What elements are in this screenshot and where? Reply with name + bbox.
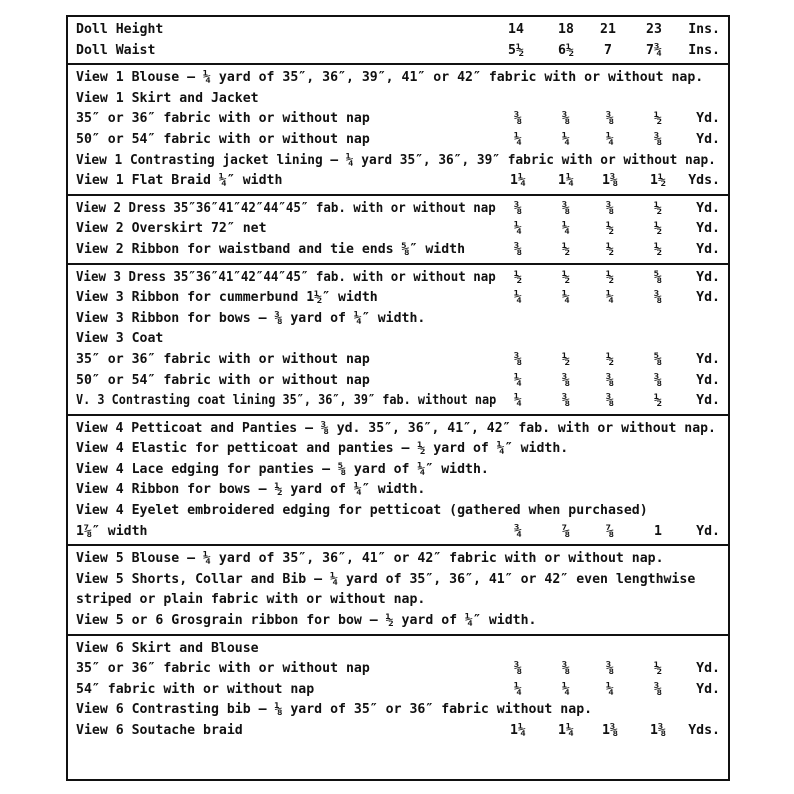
unit-label: Yd.: [696, 290, 720, 306]
row-label: View 2 Dress 35″36″41″42″44″45″ fab. with or without nap: [76, 200, 496, 216]
table-row: [68, 350, 728, 371]
row-label: 35″ or 36″ fabric with or without nap: [76, 111, 370, 127]
row-label: V. 3 Contrasting coat lining 35″, 36″, 39″ fab. without nap: [76, 393, 497, 409]
table-row: [68, 639, 728, 660]
row-label: View 1 Flat Braid ¼″ width: [76, 173, 283, 189]
row-label: View 4 Eyelet embroidered edging for petticoat (gathered when purchased): [76, 503, 648, 519]
size-value: 1: [654, 523, 662, 539]
table-row: [68, 721, 728, 742]
view-section: [68, 196, 728, 265]
size-value: ⅜: [654, 290, 662, 306]
table-row: [68, 288, 728, 309]
unit-label: Yd.: [696, 372, 720, 388]
table-row: [68, 240, 728, 261]
table-row: [68, 199, 728, 220]
row-label: 50″ or 54″ fabric with or without nap: [76, 131, 370, 147]
size-value: ⅜: [514, 241, 522, 257]
size-value: ½: [606, 269, 614, 285]
table-row: [68, 460, 728, 481]
size-value: ½: [606, 241, 614, 257]
row-label: View 4 Elastic for petticoat and panties — ½ yard of ¼″ width.: [76, 441, 569, 457]
table-row: [68, 391, 728, 412]
size-value: ½: [562, 241, 570, 257]
row-label: View 6 Skirt and Blouse: [76, 640, 259, 656]
size-value: ¾: [514, 523, 522, 539]
size-value: ¼: [606, 290, 614, 306]
yardage-chart: [66, 15, 730, 781]
size-value: ¼: [562, 681, 570, 697]
size-value: ⅜: [562, 111, 570, 127]
size-value: ¼: [514, 372, 522, 388]
size-value: ⅜: [606, 372, 614, 388]
table-row: [68, 501, 728, 522]
size-value: ⅝: [654, 351, 662, 367]
header-row: [68, 41, 728, 62]
row-label: 35″ or 36″ fabric with or without nap: [76, 351, 370, 367]
row-label: View 1 Blouse — ¼ yard of 35″, 36″, 39″, 41″ or 42″ fabric with or without nap.: [76, 70, 704, 86]
size-value: ⅜: [514, 351, 522, 367]
size-value: ¼: [562, 290, 570, 306]
unit-label: Yd.: [696, 351, 720, 367]
size-value: ⅜: [562, 393, 570, 409]
table-row: [68, 109, 728, 130]
size-value: ¼: [514, 221, 522, 237]
row-label: 1⅞″ width: [76, 523, 148, 539]
row-label: 35″ or 36″ fabric with or without nap: [76, 661, 370, 677]
size-value: 1¼: [510, 173, 526, 189]
size-value: ½: [654, 200, 662, 216]
table-row: [68, 522, 728, 543]
unit-label: Yd.: [696, 523, 720, 539]
row-label: View 1 Contrasting jacket lining — ¼ yard 35″, 36″, 39″ fabric with or without nap.: [76, 152, 716, 168]
unit-label: Yds.: [688, 723, 720, 738]
size-value: ½: [654, 661, 662, 677]
size-value: 1½: [650, 173, 666, 189]
row-label: 54″ fabric with or without nap: [76, 681, 315, 697]
size-value: ⅜: [562, 372, 570, 388]
unit-label: Yd.: [696, 241, 720, 257]
size-value: ½: [654, 393, 662, 409]
row-label: View 6 Soutache braid: [76, 723, 243, 738]
size-value: ¼: [562, 221, 570, 237]
table-row: [68, 371, 728, 392]
size-value: ⅜: [606, 393, 614, 409]
size-value: 23: [646, 22, 662, 37]
unit-label: Yd.: [696, 200, 720, 216]
size-value: 6½: [558, 42, 574, 58]
table-row: [68, 309, 728, 330]
table-row: [68, 680, 728, 701]
size-value: 7¾: [646, 42, 662, 58]
size-value: 1¼: [558, 173, 574, 189]
row-label: View 3 Ribbon for bows — ⅜ yard of ¼″ width.: [76, 310, 426, 326]
header-row: [68, 20, 728, 41]
unit-label: Yd.: [696, 131, 720, 147]
row-label: View 3 Ribbon for cummerbund 1½″ width: [76, 290, 378, 306]
size-value: ⅜: [654, 372, 662, 388]
unit-label: Yd.: [696, 393, 720, 409]
table-row: [68, 611, 728, 632]
size-value: ⅜: [606, 200, 614, 216]
row-label: striped or plain fabric with or without nap.: [76, 592, 426, 608]
table-row: [68, 439, 728, 460]
doll-size-header: [68, 17, 728, 65]
row-label: Doll Waist: [76, 42, 156, 58]
size-value: ½: [654, 111, 662, 127]
table-row: [68, 590, 728, 611]
size-value: 1¼: [558, 723, 574, 738]
row-label: Doll Height: [76, 22, 164, 37]
table-row: [68, 89, 728, 110]
unit-label: Yd.: [696, 681, 720, 697]
size-value: ⅜: [606, 111, 614, 127]
table-row: [68, 480, 728, 501]
size-value: ¼: [562, 131, 570, 147]
size-value: ½: [562, 351, 570, 367]
size-value: ⅜: [606, 661, 614, 677]
size-value: 21: [600, 22, 616, 37]
table-row: [68, 268, 728, 289]
row-label: View 2 Ribbon for waistband and tie ends ⅝″ width: [76, 241, 466, 257]
size-value: 5½: [508, 42, 524, 58]
size-value: ⅞: [562, 523, 570, 539]
table-row: [68, 659, 728, 680]
row-label: 50″ or 54″ fabric with or without nap: [76, 372, 370, 388]
size-value: ¼: [514, 290, 522, 306]
row-label: View 6 Contrasting bib — ⅛ yard of 35″ or 36″ fabric without nap.: [76, 702, 593, 718]
row-label: View 4 Lace edging for panties — ⅝ yard of ¼″ width.: [76, 461, 489, 477]
row-label: View 5 Shorts, Collar and Bib — ¼ yard of 35″, 36″, 41″ or 42″ even lengthwise: [76, 571, 696, 587]
size-value: ⅜: [514, 111, 522, 127]
row-label: View 2 Overskirt 72″ net: [76, 221, 267, 237]
row-label: View 4 Petticoat and Panties — ⅜ yd. 35″, 36″, 41″, 42″ fab. with or without nap.: [76, 420, 716, 436]
size-value: ½: [562, 269, 570, 285]
table-row: [68, 130, 728, 151]
row-label: View 3 Dress 35″36″41″42″44″45″ fab. with or without nap: [76, 269, 496, 285]
table-row: [68, 68, 728, 89]
size-value: ½: [606, 351, 614, 367]
row-label: View 4 Ribbon for bows — ½ yard of ¼″ width.: [76, 482, 426, 498]
table-row: [68, 151, 728, 172]
unit-label: Yd.: [696, 269, 720, 285]
row-label: View 5 Blouse — ¼ yard of 35″, 36″, 41″ or 42″ fabric with or without nap.: [76, 551, 664, 567]
size-value: 1⅜: [602, 723, 618, 738]
view-section: [68, 546, 728, 635]
size-value: 1¼: [510, 723, 526, 738]
size-value: ½: [654, 221, 662, 237]
size-value: ½: [606, 221, 614, 237]
size-value: ⅜: [562, 200, 570, 216]
unit-label: Yd.: [696, 221, 720, 237]
size-value: ¼: [514, 393, 522, 409]
row-label: View 5 or 6 Grosgrain ribbon for bow — ½ yard of ¼″ width.: [76, 613, 537, 629]
size-value: ¼: [514, 681, 522, 697]
table-row: [68, 171, 728, 192]
size-value: ½: [654, 241, 662, 257]
view-section: [68, 65, 728, 196]
view-section: [68, 265, 728, 416]
size-value: ⅜: [562, 661, 570, 677]
view-section: [68, 636, 728, 744]
size-value: ⅝: [654, 269, 662, 285]
unit-label: Yd.: [696, 111, 720, 127]
table-row: [68, 700, 728, 721]
row-label: View 1 Skirt and Jacket: [76, 90, 259, 106]
size-value: 14: [508, 22, 524, 37]
unit-label: Yds.: [688, 173, 720, 189]
size-value: ¼: [514, 131, 522, 147]
size-value: 1⅜: [602, 173, 618, 189]
table-row: [68, 329, 728, 350]
row-label: View 3 Coat: [76, 331, 164, 347]
table-row: [68, 549, 728, 570]
table-row: [68, 219, 728, 240]
size-value: 18: [558, 22, 574, 37]
size-value: ⅞: [606, 523, 614, 539]
table-row: [68, 570, 728, 591]
size-value: ⅜: [514, 661, 522, 677]
size-value: ¼: [606, 681, 614, 697]
size-value: ¼: [606, 131, 614, 147]
unit-label: Ins.: [688, 42, 720, 58]
size-value: ½: [514, 269, 522, 285]
view-section: [68, 416, 728, 547]
table-row: [68, 419, 728, 440]
size-value: 1⅜: [650, 723, 666, 738]
size-value: ⅜: [654, 681, 662, 697]
size-value: ⅜: [514, 200, 522, 216]
unit-label: Ins.: [688, 22, 720, 37]
size-value: ⅜: [654, 131, 662, 147]
size-value: 7: [604, 42, 612, 58]
unit-label: Yd.: [696, 661, 720, 677]
